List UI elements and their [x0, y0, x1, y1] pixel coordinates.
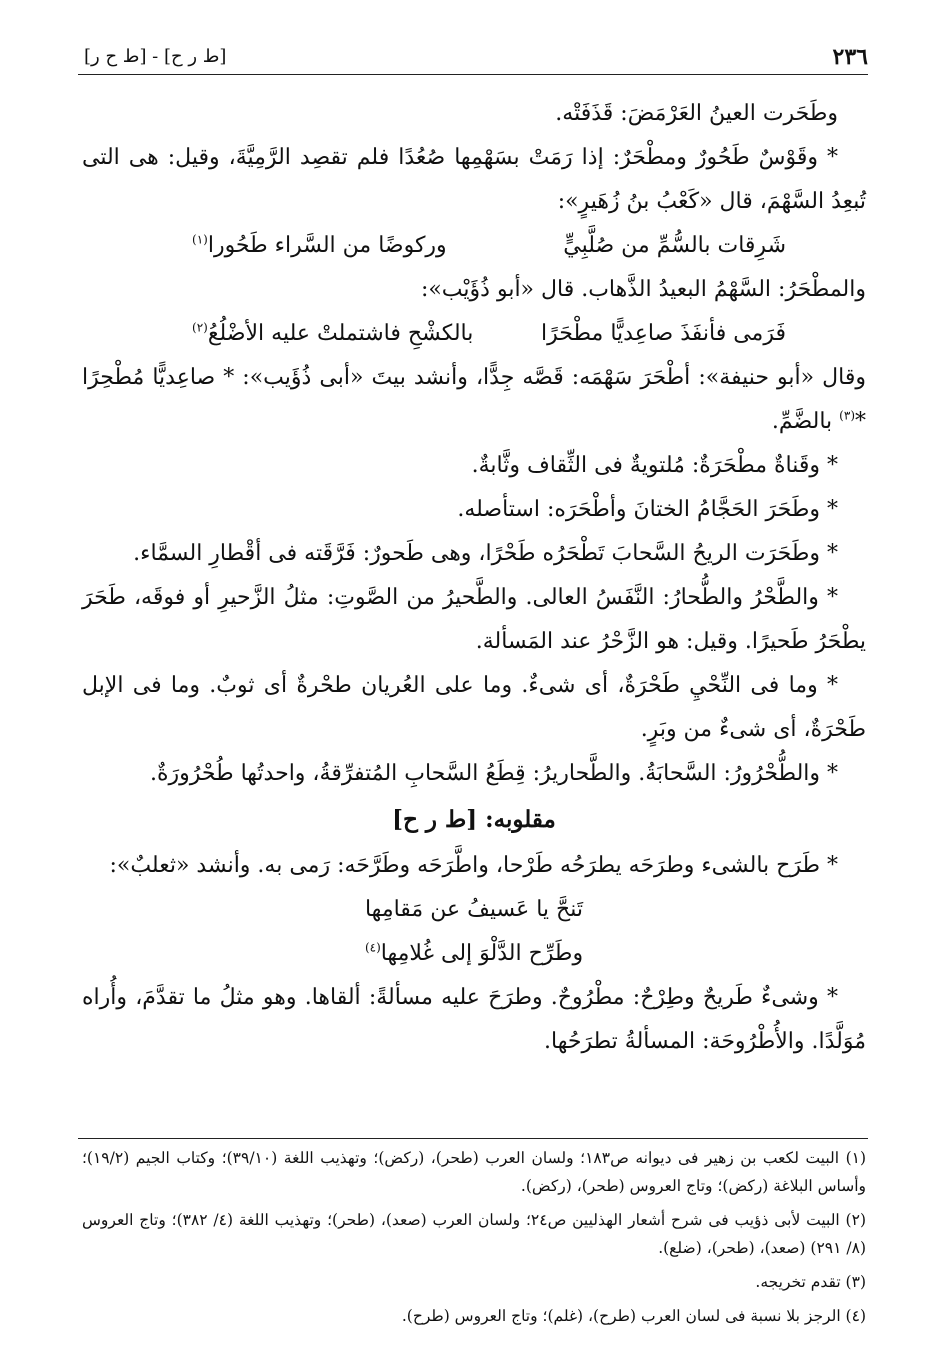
footnote: (١) البيت لكعب بن زهير فى ديوانه ص١٨٣؛ ولسان العرب (طحر)، (ركض)؛ وتهذيب اللغة (٣٩/١٠)؛ وكتاب الجيم (١٩/٢)؛ وأساس البلاغة (ركض)؛ وتاج العروس (طحر)، (ركض).	[82, 1149, 867, 1195]
footnote: (٢) البيت لأبى ذؤيب فى شرح أشعار الهذليين ص٢٤؛ ولسان العرب (صعد)، (طحر)؛ وتهذيب اللغة (٤/ ٣٨٢)؛ وتاج العروس (٨/ ٢٩١) (صعد)، (طحر)، (ضلع).	[82, 1211, 866, 1257]
paragraph: * وشىءٌ طَريحٌ وطِرْحٌ: مطْرُوحٌ. وطرَحَ عليه مسألةً: ألقاها. وهو مثلُ ما تقدَّمَ، وأُراه مُوَلَّدًا. والأُطْرُوحَة: المسألةُ تطرَحُها.	[82, 985, 866, 1054]
paragraph: * وطَحَرَ الحَجَّامُ الختانَ وأطْحَرَه: استأصله.	[457, 497, 838, 522]
paragraph: * وقَوْسٌ طَحُورٌ ومطْحَرٌ: إذا رَمَتْ بسَهْمِها صُعُدًا فلم تقصِد الرَّمِيَّةَ، وقيل: هى التى تُبعِدُ السَّهْمَ، قال «كَعْبُ بنُ زُهَيرٍ»:	[82, 145, 866, 214]
verse-hemistich: فَرَمى فأنفَذَ صاعِديًّا مطْحَرًا	[541, 321, 786, 346]
paragraph-text: وقال «أبو حنيفة»: أطْحَرَ سَهْمَه: قَصَّه جِدًّا، وأنشد بيتَ «أبى ذُؤَيب»: * صاعِديًّا مُطْحِرًا *	[82, 365, 866, 434]
rajaz-line: وطَرِّح الدَّلْوَ إلى غُلامِها	[380, 941, 584, 966]
page-header	[78, 42, 868, 72]
footnote: (٤) الرجز بلا نسبة فى لسان العرب (طرح)، (غلم)؛ وتاج العروس (طرح).	[401, 1307, 866, 1325]
header-rule	[78, 74, 868, 75]
verse-hemistich: بالكشْحِ فاشتملتْ عليه الأضْلُعُ	[207, 321, 474, 346]
paragraph: وطَحَرت العينُ العَرْمَضَ: قَذَفَتْه.	[555, 101, 838, 126]
paragraph: * وما فى النِّحْيِ طَحْرَةٌ، أى شىءٌ. وما على العُريان طحْرةٌ أى ثوبٌ. وما فى الإبل طَحْرَةٌ، أى شىءٌ من وبَرٍ.	[82, 673, 866, 742]
rajaz-line: تَنحَّ يا عَسيفُ عن مَقامِها	[364, 897, 584, 922]
footnote-ref: (٤)	[364, 940, 381, 955]
page-number: ٢٣٦	[832, 44, 868, 70]
paragraph: * والطَّحْرُ والطُّحارُ: النَّفَسُ العالى. والطَّحيرُ من الصَّوتِ: مثلُ الزَّحيرِ أو فوقَه، طَحَرَ يطْحَرُ طَحيرًا. وقيل: هو الزَّحْرُ عند المَسألة.	[82, 585, 866, 654]
running-title: [ط ح ر] - [ط ر ح]	[84, 46, 227, 67]
footnote-ref: (٣)	[839, 408, 855, 423]
footnote: (٣) تقدم تخريجه.	[755, 1273, 866, 1291]
paragraph-text: بالضَّمِّ.	[771, 409, 840, 434]
paragraph: * طَرَح بالشىء وطرَحَه يطرَحُه طَرْحا، واطَّرَحَه وطَرَّحَه: رَمى به. وأنشد «ثعلبٌ»:	[109, 853, 838, 878]
paragraph: * وطَحَرَت الريحُ السَّحابَ تَطْحَرُه طَحْرًا، وهى طَحورٌ: فَرَّقَته فى أقْطارِ السمَّاء.	[133, 541, 838, 566]
section-heading: مقلوبه: [ط ر ح]	[392, 806, 556, 833]
footnote-ref: (٢)	[192, 320, 208, 335]
verse-hemistich: وركوضًا من السَّراء طَحُورا	[207, 233, 447, 258]
verse-hemistich-container	[192, 312, 473, 356]
verse	[82, 224, 866, 268]
paragraph: والمطْحَرُ: السَّهْمُ البعيدُ الذَّهاب. قال «أبو ذُؤَيْب»:	[420, 277, 866, 302]
footnote-rule	[78, 1138, 868, 1139]
verse	[82, 312, 866, 356]
footnote-ref: (١)	[192, 232, 208, 247]
paragraph: * والطُّحْرُورُ: السَّحابَةُ. والطَّحاريرُ: قِطَعُ السَّحابِ المُتفرِّقةُ، واحدتُها طُحْرُورَةٌ.	[149, 761, 838, 786]
rajaz-line-container	[82, 932, 866, 976]
footnotes	[82, 1144, 866, 1336]
paragraph: * وقَناةٌ مطْحَرَةٌ: مُلتويةٌ فى الثِّقاف وثَّابةٌ.	[471, 453, 838, 478]
verse-hemistich-container	[192, 224, 447, 268]
verse-hemistich: شَرِقات بالسُّمِّ من صُلَّبِيٍّ	[563, 233, 786, 258]
paragraph	[82, 356, 866, 444]
main-text	[82, 92, 866, 1064]
